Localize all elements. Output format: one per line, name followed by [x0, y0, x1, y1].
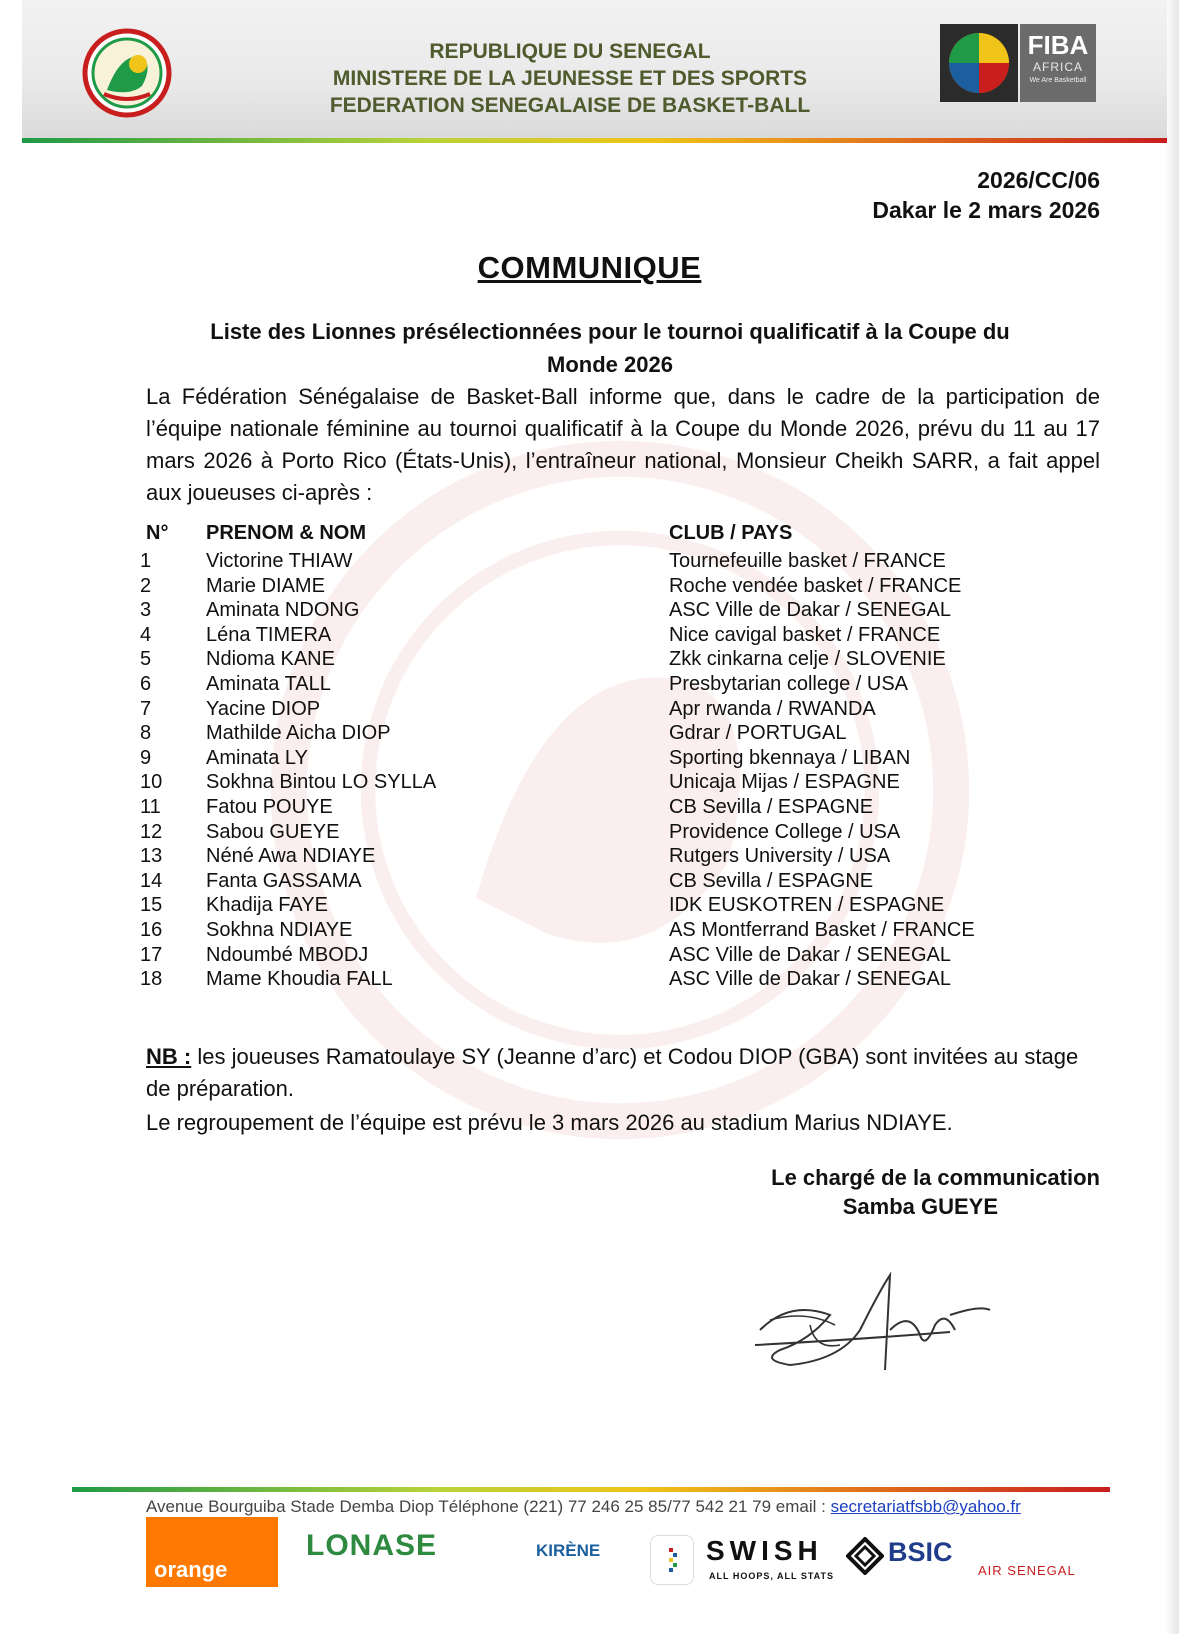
- player-name: Sokhna NDIAYE: [206, 918, 353, 941]
- player-club: Gdrar / PORTUGAL: [669, 722, 847, 745]
- roster-row: [140, 869, 1040, 894]
- player-name: Aminata NDONG: [206, 599, 360, 622]
- roster-row: [140, 647, 1040, 672]
- fiba-africa-logo: [940, 24, 1100, 102]
- roster-row: [140, 574, 1040, 599]
- roster-row: [140, 623, 1040, 648]
- air-senegal-logo: AIR SENEGAL: [978, 1563, 1076, 1578]
- player-club: Nice cavigal basket / FRANCE: [669, 623, 941, 646]
- player-club: Roche vendée basket / FRANCE: [669, 574, 962, 597]
- row-number: 17: [140, 943, 163, 966]
- player-club: Unicaja Mijas / ESPAGNE: [669, 771, 900, 794]
- bsic-logo: BSIC: [888, 1537, 953, 1567]
- fiba-region: AFRICA: [1032, 60, 1083, 74]
- row-number: 8: [140, 722, 152, 745]
- row-number: 9: [140, 746, 152, 769]
- row-number: 15: [140, 894, 163, 917]
- player-name: Néné Awa NDIAYE: [206, 845, 376, 868]
- row-number: 1: [140, 550, 152, 572]
- row-number: 18: [140, 968, 163, 991]
- roster-rows: [140, 549, 1040, 992]
- kirene-logo: KIRÈNE: [536, 1541, 601, 1560]
- player-name: Yacine DIOP: [206, 697, 321, 720]
- player-name: Sokhna Bintou LO SYLLA: [206, 771, 437, 794]
- player-name: Marie DIAME: [206, 574, 325, 597]
- handwritten-signature: [750, 1270, 1000, 1380]
- roster-row: [140, 697, 1040, 722]
- header-club: CLUB / PAYS: [669, 522, 793, 544]
- header-num: N°: [146, 522, 169, 544]
- roster-table: [140, 521, 1040, 992]
- app-icon: [650, 1535, 694, 1585]
- row-number: 11: [140, 795, 161, 818]
- player-club: Rutgers University / USA: [669, 845, 891, 868]
- orange-logo: [146, 1517, 278, 1587]
- nb-text: les joueuses Ramatoulaye SY (Jeanne d’arc) et Codou DIOP (GBA) sont invitées au stage de préparation.: [146, 1044, 1079, 1101]
- player-club: ASC Ville de Dakar / SENEGAL: [669, 599, 951, 622]
- sponsor-strip: [0, 1517, 1179, 1597]
- reference-number: 2026/CC/06: [977, 167, 1100, 193]
- row-number: 16: [140, 918, 163, 941]
- place-date: Dakar le 2 mars 2026: [872, 197, 1100, 223]
- player-name: Ndioma KANE: [206, 648, 335, 671]
- player-name: Aminata LY: [206, 746, 308, 769]
- player-name: Victorine THIAW: [206, 550, 353, 572]
- swish-logo: SWISH: [706, 1535, 823, 1566]
- player-club: Zkk cinkarna celje / SLOVENIE: [669, 648, 946, 671]
- document-reference: [872, 165, 1100, 225]
- player-club: Providence College / USA: [669, 820, 901, 843]
- player-name: Mathilde Aicha DIOP: [206, 722, 391, 745]
- roster-row: [140, 844, 1040, 869]
- header-name: PRENOM & NOM: [206, 522, 366, 544]
- subtitle-line-1: Liste des Lionnes présélectionnées pour le tournoi qualificatif à la Coupe du: [210, 319, 1010, 344]
- intro-paragraph: La Fédération Sénégalaise de Basket-Ball informe que, dans le cadre de la participation de l’équipe nationale féminine au tournoi qualificatif à la Coupe du Monde 2026, prévu du 11 au 17 mars 2026 à Porto Rico (États-Unis), l’entraîneur national, Monsieur Cheikh SARR, a fait appel aux joueuses ci-après :: [146, 384, 1100, 505]
- fiba-wordmark: [1020, 24, 1096, 102]
- player-name: Aminata TALL: [206, 672, 331, 695]
- roster-row: [140, 746, 1040, 771]
- player-club: Tournefeuille basket / FRANCE: [669, 550, 946, 572]
- bsic-diamond-icon: [846, 1537, 884, 1575]
- swish-tagline: ALL HOOPS, ALL STATS: [709, 1571, 835, 1581]
- player-name: Fatou POUYE: [206, 795, 333, 818]
- row-number: 4: [140, 623, 152, 646]
- nb-label: NB :: [146, 1044, 192, 1069]
- row-number: 10: [140, 771, 163, 794]
- row-number: 3: [140, 599, 152, 622]
- document-title: COMMUNIQUE: [477, 250, 702, 285]
- fiba-ball-icon: [940, 24, 1018, 102]
- roster-row: [140, 549, 1040, 574]
- document-subtitle: [160, 315, 1060, 381]
- roster-header-row: [140, 521, 1040, 549]
- lonase-logo: LONASE: [306, 1529, 438, 1562]
- address-text: Avenue Bourguiba Stade Demba Diop Téléphone (221) 77 246 25 85/77 542 21 79 email :: [146, 1497, 831, 1516]
- player-name: Léna TIMERA: [206, 623, 332, 646]
- roster-row: [140, 598, 1040, 623]
- player-club: CB Sevilla / ESPAGNE: [669, 795, 874, 818]
- subtitle-line-2: Monde 2026: [547, 352, 673, 377]
- roster-row: [140, 770, 1040, 795]
- header-line-republic: REPUBLIQUE DU SENEGAL: [429, 40, 711, 63]
- nb-paragraph: [146, 1041, 1100, 1105]
- signatory-title: Le chargé de la communication: [771, 1165, 1100, 1190]
- roster-row: [140, 943, 1040, 968]
- player-club: ASC Ville de Dakar / SENEGAL: [669, 968, 951, 991]
- header-color-stripe: [22, 138, 1167, 143]
- row-number: 6: [140, 672, 152, 695]
- page-edge-shadow: [1165, 0, 1179, 1634]
- footer-address: [146, 1497, 1021, 1517]
- row-number: 14: [140, 869, 163, 892]
- player-name: Mame Khoudia FALL: [206, 968, 393, 991]
- roster-row: [140, 721, 1040, 746]
- regroupement-paragraph: Le regroupement de l’équipe est prévu le 3 mars 2026 au stadium Marius NDIAYE.: [146, 1110, 953, 1135]
- row-number: 5: [140, 648, 152, 671]
- header-institution: [250, 38, 890, 119]
- row-number: 13: [140, 845, 163, 868]
- fssb-logo: [82, 28, 172, 118]
- player-club: AS Montferrand Basket / FRANCE: [669, 918, 975, 941]
- roster-row: [140, 672, 1040, 697]
- player-name: Sabou GUEYE: [206, 820, 340, 843]
- roster-row: [140, 918, 1040, 943]
- player-name: Fanta GASSAMA: [206, 869, 362, 892]
- row-number: 7: [140, 697, 152, 720]
- row-number: 2: [140, 574, 152, 597]
- footer-color-stripe: [72, 1487, 1110, 1492]
- row-number: 12: [140, 820, 163, 843]
- roster-row: [140, 795, 1040, 820]
- player-club: Presbytarian college / USA: [669, 672, 909, 695]
- signatory-name: Samba GUEYE: [842, 1194, 998, 1219]
- player-name: Khadija FAYE: [206, 894, 328, 917]
- player-club: CB Sevilla / ESPAGNE: [669, 869, 874, 892]
- player-club: Apr rwanda / RWANDA: [669, 697, 876, 720]
- player-club: ASC Ville de Dakar / SENEGAL: [669, 943, 951, 966]
- roster-row: [140, 893, 1040, 918]
- roster-row: [140, 820, 1040, 845]
- header-line-federation: FEDERATION SENEGALAISE DE BASKET-BALL: [329, 94, 811, 117]
- player-club: Sporting bkennaya / LIBAN: [669, 746, 911, 769]
- fiba-tagline: We Are Basketball: [1029, 77, 1087, 84]
- player-name: Ndoumbé MBODJ: [206, 943, 369, 966]
- player-club: IDK EUSKOTREN / ESPAGNE: [669, 894, 945, 917]
- fiba-title: FIBA: [1027, 30, 1089, 60]
- roster-row: [140, 967, 1040, 992]
- email-link[interactable]: secretariatfsbb@yahoo.fr: [830, 1497, 1021, 1516]
- orange-label: orange: [154, 1557, 228, 1582]
- header-line-ministry: MINISTERE DE LA JEUNESSE ET DES SPORTS: [332, 67, 808, 90]
